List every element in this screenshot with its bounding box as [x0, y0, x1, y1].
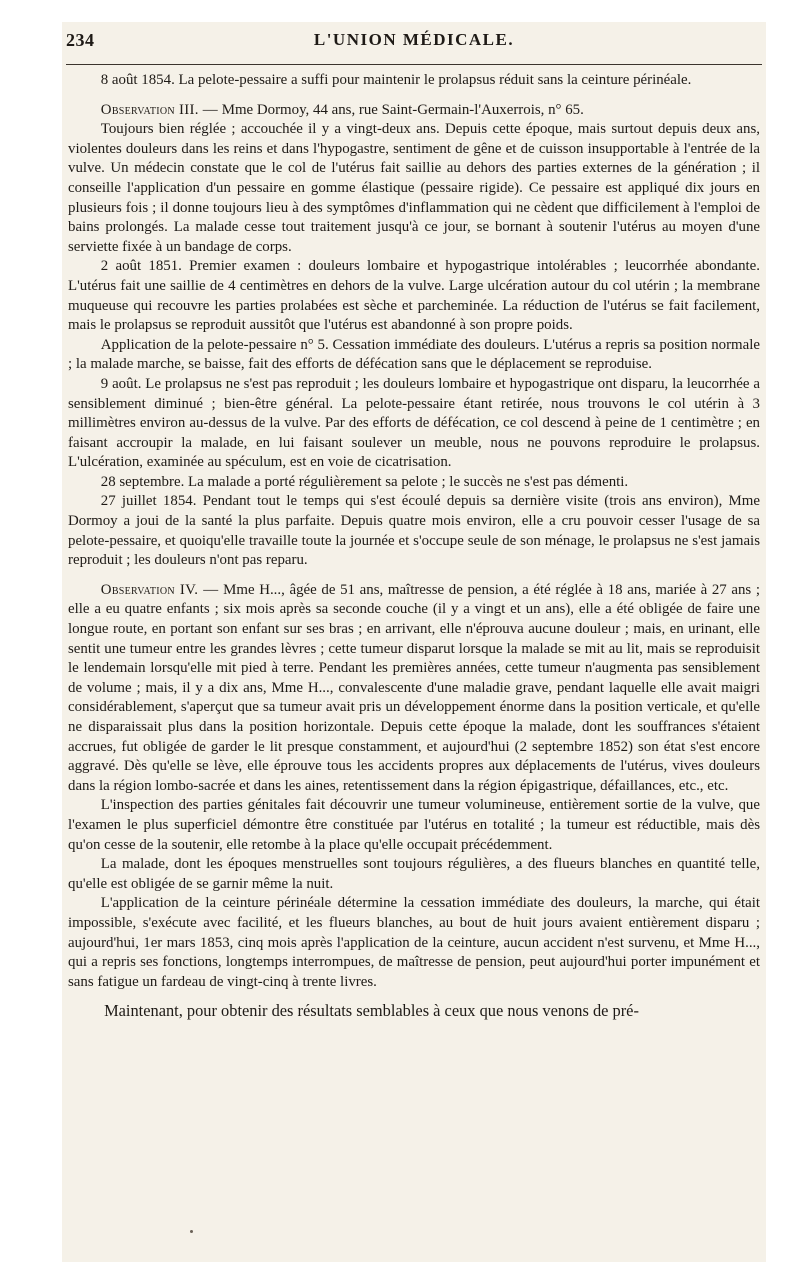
paragraph: 2 août 1851. Premier examen : douleurs lombaire et hypogastrique intolérables ; leucorrhée abondante. L'utérus fait une saillie de 4 centimètres en dehors de la vulve. Large ulcération autour du col utérin ; la membrane muqueuse qui recouvre les parties prolabées est sèche et parcheminée. La réduction de l'utérus se fait facilement, mais le prolapsus se reproduit aussitôt que l'utérus est abandonné à son propre poids. [68, 258, 760, 334]
header-rule [66, 64, 762, 65]
paragraph: Mme H..., âgée de 51 ans, maîtresse de pension, a été réglée à 18 ans, mariée à 27 ans ; elle a eu quatre enfants ; six mois après sa seconde couche (il y a vingt et un ans), elle a été obligée de faire une longue route, en portant son enfant sur ses bras ; en arrivant, elle n'éprouva aucune douleur ; mais, en urinant, elle sentit une tumeur entre les grandes lèvres ; cette tumeur disparut lorsque la malade se mit au lit, mais se reproduisit le lendemain lorsqu'elle mit pied à terre. Pendant les premières années, cette tumeur n'augmenta pas sensiblement de volume ; mais, il y a dix ans, Mme H..., convalescente d'une maladie grave, pendant laquelle elle avait maigri considérablement, s'aperçut que sa tumeur avait pris un développement énorme dans la position verticale, et qu'elle ne disparaissait plus dans la position horizontale. Depuis cette époque la malade, dont les souffrances s'étaient accrues, fut obligée de garder le lit presque constamment, et aujourd'hui (2 septembre 1852) son état s'est encore aggravé. Dès qu'elle se lève, elle éprouve tous les accidents propres aux déplacements de l'utérus, vives douleurs dans la région lombo-sacrée et dans les aines, retentissement dans la région épigastrique, défaillances, etc., etc. [68, 581, 761, 794]
paragraph: 8 août 1854. La pelote-pessaire a suffi pour maintenir le prolapsus réduit sans la ceinture périnéale. [100, 72, 692, 88]
paragraph: Toujours bien réglée ; accouchée il y a vingt-deux ans. Depuis cette époque, mais surtout depuis deux ans, violentes douleurs dans les reins et dans l'hypogastre, sentiment de gêne et de cuisson insupportable à l'entrée de la vulve. Un médecin constate que le col de l'utérus fait saillie au dehors des parties externes de la génération ; il conseille l'application d'un pessaire en gomme élastique (pessaire rigide). Ce pessaire est appliqué dix jours en plusieurs fois ; il donne toujours lieu à des symptômes d'inflammation qui ne cèdent que difficilement à l'emploi de bains prolongés. La malade cesse tout traitement jusqu'à ce jour, se bornant à soutenir l'utérus au moyen d'une serviette fixée à un bandage de corps. [68, 121, 760, 255]
observation-heading [68, 581, 760, 797]
observation-label: Observation III. — [100, 101, 218, 118]
paragraph: La malade, dont les époques menstruelles sont toujours régulières, a des flueurs blanches en quantité telle, qu'elle est obligée de se garnir même la nuit. [68, 856, 760, 892]
paragraph: 28 septembre. La malade a porté régulièrement sa pelote ; le succès ne s'est pas démenti. [100, 473, 629, 490]
body-text [68, 71, 760, 1022]
page-number: 234 [66, 30, 95, 50]
paragraph: 27 juillet 1854. Pendant tout le temps qui s'est écoulé depuis sa dernière visite (trois ans environ), Mme Dormoy a joui de la santé la plus parfaite. Depuis quatre mois environ, elle a cru pouvoir cesser l'usage de sa pelote-pessaire, et quoiqu'elle travaille toute la journée et s'occupe seule de son ménage, le prolapsus ne s'est jamais reproduit ; les douleurs n'ont pas reparu. [68, 493, 760, 569]
footer-mark [190, 1230, 193, 1233]
running-title: L'UNION MÉDICALE. [313, 30, 515, 49]
page-header [66, 22, 762, 58]
paragraph: Maintenant, pour obtenir des résultats semblables à ceux que nous venons de pré- [104, 1001, 639, 1021]
paragraph: 9 août. Le prolapsus ne s'est pas reproduit ; les douleurs lombaire et hypogastrique ont disparu, la leucorrhée a sensiblement diminué ; bien-être général. La pelote-pessaire étant retirée, nous trouvons le col utérin à 3 millimètres environ au-dessus de la vulve. Par des efforts de défécation, ce col descend à peine de 1 centimètre ; en faisant accroupir la malade, en lui faisant soulever un meuble, nous ne pouvons reproduire le prolapsus. L'ulcération, examinée au spéculum, est en voie de cicatrisation. [68, 375, 760, 471]
paragraph: L'inspection des parties génitales fait découvrir une tumeur volumineuse, entièrement sortie de la vulve, que l'examen le plus superficiel démontre être constituée par l'utérus en totalité ; la tumeur est réductible, mais dès qu'on cesse de la soutenir, elle retombe à la place qu'elle occupait précédemment. [68, 797, 760, 853]
observation-heading [68, 101, 760, 121]
paragraph: Application de la pelote-pessaire n° 5. Cessation immédiate des douleurs. L'utérus a repris sa position normale ; la malade marche, se baisse, fait des efforts de défécation sans que le déplacement se reproduise. [68, 336, 760, 373]
observation-label: Observation IV. — [100, 581, 219, 598]
paragraph: L'application de la ceinture périnéale détermine la cessation immédiate des douleurs, la marche, qui était impossible, s'exécute avec facilité, et les flueurs blanches, au bout de huit jours avaient entièrement disparu ; aujourd'hui, 1er mars 1853, cinq mois après l'application de la ceinture, aucun accident n'est survenu, et Mme H..., qui a repris ses fonctions, longtemps interrompues, de maîtresse de pension, peut aujourd'hui porter impunément et sans fatigue un fardeau de vingt-cinq à trente livres. [68, 895, 760, 990]
paragraph: Mme Dormoy, 44 ans, rue Saint-Germain-l'Auxerrois, n° 65. [221, 101, 584, 118]
book-page [62, 22, 766, 1262]
